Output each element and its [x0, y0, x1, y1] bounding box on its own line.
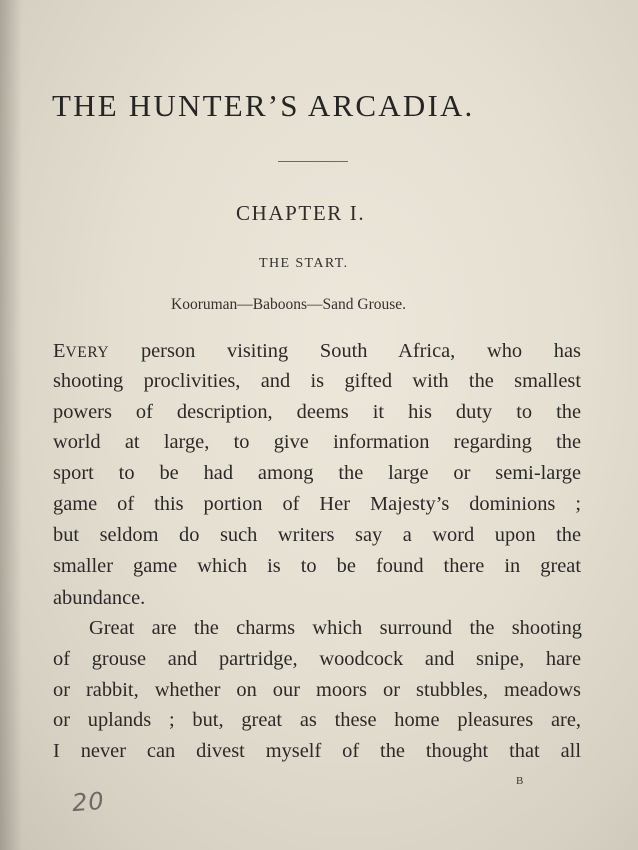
signature-mark: B [516, 775, 524, 787]
body-line-3: powers of description, deems it his duty to the [53, 401, 581, 423]
body-line-12: or rabbit, whether on our moors or stubbles, meadows [53, 679, 581, 701]
body-line-10: Great are the charms which surround the shooting [89, 617, 582, 639]
gutter-shadow [0, 0, 22, 850]
body-line-2: shooting proclivities, and is gifted with the smallest [53, 370, 581, 392]
book-title: THE HUNTER’S ARCADIA. [52, 88, 475, 123]
title-rule [278, 161, 348, 162]
body-line-5: sport to be had among the large or semi-large [53, 462, 581, 484]
chapter-heading: CHAPTER I. [236, 201, 366, 225]
body-line-9: abundance. [53, 587, 146, 609]
body-line-11: of grouse and partridge, woodcock and snipe, hare [53, 648, 581, 670]
body-line-1-text: person visiting South Africa, who has [140, 340, 581, 362]
first-word-cap: E [53, 340, 66, 362]
pencil-annotation: 20 [71, 786, 106, 818]
body-line-6: game of this portion of Her Majesty’s dominions ; [53, 493, 581, 515]
first-word [53, 340, 109, 362]
body-line-1 [53, 340, 581, 363]
first-word-rest: VERY [65, 344, 110, 361]
chapter-synopsis: Kooruman—Baboons—Sand Grouse. [171, 296, 407, 313]
section-title: THE START. [259, 256, 349, 271]
body-line-14: I never can divest myself of the thought that all [53, 740, 581, 762]
body-line-13: or uplands ; but, great as these home pleasures are, [53, 709, 581, 731]
body-line-7: but seldom do such writers say a word upon the [53, 524, 581, 546]
body-line-4: world at large, to give information regarding the [53, 431, 581, 453]
body-line-8: smaller game which is to be found there in great [53, 555, 581, 577]
